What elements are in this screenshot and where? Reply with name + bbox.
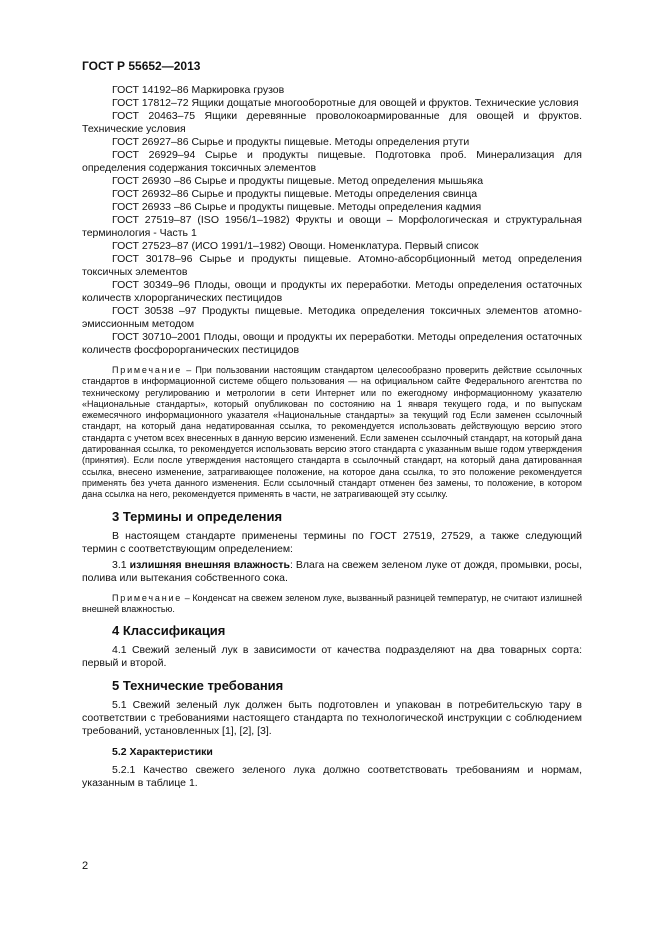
term-3-1	[82, 559, 582, 585]
note-label: Примечание	[112, 592, 183, 603]
note-text: – Конденсат на свежем зеленом луке, вызванный разницей температур, не считают излишней внешней влажностью.	[82, 592, 582, 614]
section-4-1: 4.1 Свежий зеленый лук в зависимости от качества подразделяют на два товарных сорта: первый и второй.	[82, 644, 582, 670]
page-number: 2	[82, 860, 89, 872]
section-5-1: 5.1 Свежий зеленый лук должен быть подготовлен и упакован в потребительскую тару в соответствии с требованиями настоящего стандарта по технологической инструкции с соблюдением требований, установленных [1], [2], [3].	[82, 699, 582, 738]
page-content	[82, 84, 582, 790]
ref-item: ГОСТ 30178–96 Сырье и продукты пищевые. Атомно-абсорбционный метод определения токсичных элементов	[82, 253, 582, 278]
ref-item: ГОСТ 30710–2001 Плоды, овощи и продукты их переработки. Методы определения остаточных количеств фосфорорганических пестицидов	[82, 331, 582, 356]
term-number: 3.1	[112, 558, 130, 571]
ref-item: ГОСТ 14192–86 Маркировка грузов	[112, 84, 285, 96]
ref-item: ГОСТ 17812–72 Ящики дощатые многооборотные для овощей и фруктов. Технические условия	[112, 97, 579, 109]
note-references	[82, 365, 582, 501]
term-name: излишняя внешняя влажность	[129, 558, 290, 571]
note-label: Примечание	[112, 365, 183, 375]
term-definition: : Влага на свежем зеленом луке от дождя, промывки, росы, полива или вытекания собственного сока.	[82, 558, 583, 584]
ref-item: ГОСТ 27519–87 (ISO 1956/1–1982) Фрукты и овощи – Морфологическая и структуральная терминология - Часть 1	[82, 214, 582, 239]
ref-item: ГОСТ 20463–75 Ящики деревянные проволокоармированные для овощей и фруктов. Технические условия	[82, 110, 582, 135]
ref-item: ГОСТ 27523–87 (ИСО 1991/1–1982) Овощи. Номенклатура. Первый список	[112, 240, 479, 252]
ref-item: ГОСТ 30538 –97 Продукты пищевые. Методика определения токсичных элементов атомно-эмиссионным методом	[82, 305, 582, 330]
ref-item: ГОСТ 26933 –86 Сырье и продукты пищевые. Методы определения кадмия	[112, 201, 482, 213]
section-4-title: 4 Классификация	[112, 623, 226, 639]
ref-item: ГОСТ 26932–86 Сырье и продукты пищевые. Методы определения свинца	[112, 188, 478, 200]
section-3-title: 3 Термины и определения	[112, 508, 283, 524]
ref-item: ГОСТ 30349–96 Плоды, овощи и продукты их переработки. Методы определения остаточных количеств хлорорганических пестицидов	[82, 279, 582, 304]
section-5-2-1: 5.2.1 Качество свежего зеленого лука должно соответствовать требованиям и нормам, указанным в таблице 1.	[82, 764, 582, 790]
ref-item: ГОСТ 26929–94 Сырье и продукты пищевые. Подготовка проб. Минерализация для определения содержания токсичных элементов	[82, 149, 582, 174]
ref-item: ГОСТ 26930 –86 Сырье и продукты пищевые. Метод определения мышьяка	[112, 175, 484, 187]
section-3-intro: В настоящем стандарте применены термины по ГОСТ 27519, 27529, а также следующий термин с соответствующим определением:	[82, 529, 582, 555]
section-5-2-title: 5.2 Характеристики	[112, 746, 213, 759]
note-text: – При пользовании настоящим стандартом целесообразно проверить действие ссылочных стандартов в информационной системе общего пользования — на официальном сайте Федерального агентства по техническому регулированию и метрологии в сети Интернет или по ежегодному информационному указателю «Национальные стандарты», который опубликован по состоянию на 1 января текущего года, и по выпускам ежемесячного информационного указателя «Национальные стандарты» за текущий год Если заменен ссылочный стандарт, на который дана недатированная ссылка, то рекомендуется использовать действующую версию этого стандарта с учетом всех внесенных в данную версию изменений. Если заменен ссылочный стандарт, на который дана датированная ссылка, то рекомендуется использовать версию этого стандарта с указанным выше годом утверждения (принятия). Если после утверждения настоящего стандарта в ссылочный стандарт, на который дана датированная ссылка, внесено изменение, затрагивающее положение, на которое дана ссылка, то это положение рекомендуется применять без учета данного изменения. Если ссылочный стандарт отменен без замены, то положение, в котором дана ссылка на него, рекомендуется применять в части, не затрагивающей эту ссылку.	[82, 365, 582, 500]
normative-references-list	[82, 84, 582, 357]
note-term	[82, 593, 582, 616]
ref-item: ГОСТ 26927–86 Сырье и продукты пищевые. Методы определения ртути	[112, 136, 470, 148]
document-header: ГОСТ Р 55652—2013	[82, 59, 201, 73]
section-5-title: 5 Технические требования	[112, 678, 284, 694]
